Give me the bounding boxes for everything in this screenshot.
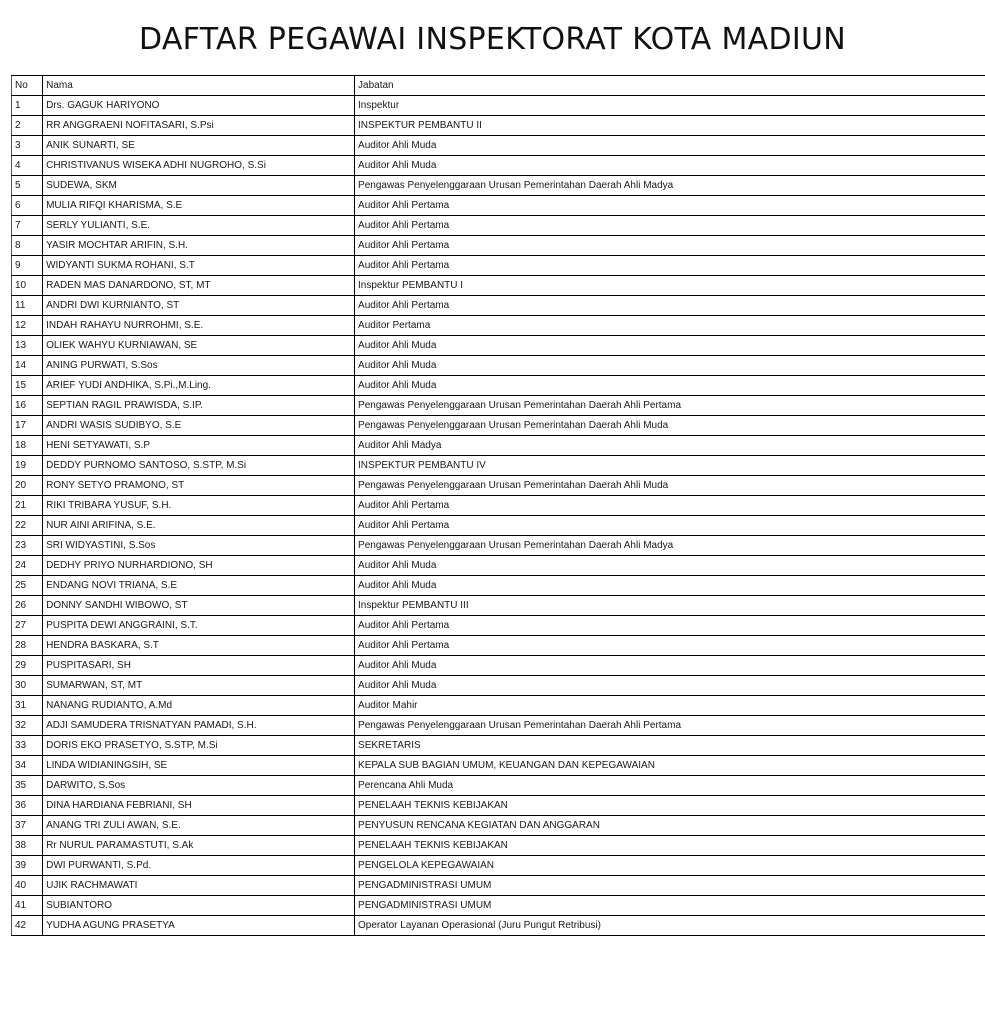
cell-nama: HENI SETYAWATI, S.P xyxy=(43,436,355,456)
cell-nama: ANDRI DWI KURNIANTO, ST xyxy=(43,296,355,316)
cell-jabatan: Auditor Ahli Muda xyxy=(355,576,985,596)
table-row xyxy=(12,916,985,936)
cell-no: 26 xyxy=(12,596,43,616)
cell-nama: SEPTIAN RAGIL PRAWISDA, S.IP. xyxy=(43,396,355,416)
table-row xyxy=(12,176,985,196)
cell-nama: ADJI SAMUDERA TRISNATYAN PAMADI, S.H. xyxy=(43,716,355,736)
cell-nama: SERLY YULIANTI, S.E. xyxy=(43,216,355,236)
cell-jabatan: Perencana Ahli Muda xyxy=(355,776,985,796)
cell-nama: SRI WIDYASTINI, S.Sos xyxy=(43,536,355,556)
cell-no: 1 xyxy=(12,96,43,116)
cell-nama: DEDHY PRIYO NURHARDIONO, SH xyxy=(43,556,355,576)
cell-no: 19 xyxy=(12,456,43,476)
cell-nama: PUSPITA DEWI ANGGRAINI, S.T. xyxy=(43,616,355,636)
page-title: DAFTAR PEGAWAI INSPEKTORAT KOTA MADIUN xyxy=(138,22,847,57)
table-row xyxy=(12,256,985,276)
cell-jabatan: Inspektur PEMBANTU I xyxy=(355,276,985,296)
table-row xyxy=(12,416,985,436)
cell-jabatan: INSPEKTUR PEMBANTU IV xyxy=(355,456,985,476)
cell-no: 22 xyxy=(12,516,43,536)
table-row xyxy=(12,296,985,316)
cell-nama: RADEN MAS DANARDONO, ST, MT xyxy=(43,276,355,296)
cell-nama: Rr NURUL PARAMASTUTI, S.Ak xyxy=(43,836,355,856)
table-row xyxy=(12,496,985,516)
cell-no: 38 xyxy=(12,836,43,856)
table-row xyxy=(12,756,985,776)
cell-jabatan: Auditor Ahli Muda xyxy=(355,156,985,176)
cell-no: 21 xyxy=(12,496,43,516)
cell-jabatan: Auditor Ahli Pertama xyxy=(355,256,985,276)
table-row xyxy=(12,836,985,856)
cell-no: 4 xyxy=(12,156,43,176)
cell-jabatan: Auditor Mahir xyxy=(355,696,985,716)
cell-no: 31 xyxy=(12,696,43,716)
table-row xyxy=(12,216,985,236)
cell-no: 6 xyxy=(12,196,43,216)
table-body xyxy=(12,96,985,936)
cell-jabatan: Pengawas Penyelenggaraan Urusan Pemerintahan Daerah Ahli Madya xyxy=(355,176,985,196)
cell-nama: WIDYANTI SUKMA ROHANI, S.T xyxy=(43,256,355,276)
table-row xyxy=(12,656,985,676)
cell-nama: SUMARWAN, ST, MT xyxy=(43,676,355,696)
cell-no: 7 xyxy=(12,216,43,236)
cell-no: 3 xyxy=(12,136,43,156)
cell-nama: CHRISTIVANUS WISEKA ADHI NUGROHO, S.Si xyxy=(43,156,355,176)
table-row xyxy=(12,876,985,896)
cell-jabatan: KEPALA SUB BAGIAN UMUM, KEUANGAN DAN KEPEGAWAIAN xyxy=(355,756,985,776)
cell-jabatan: Auditor Ahli Muda xyxy=(355,376,985,396)
cell-no: 11 xyxy=(12,296,43,316)
cell-jabatan: PENGELOLA KEPEGAWAIAN xyxy=(355,856,985,876)
table-row xyxy=(12,96,985,116)
cell-jabatan: Pengawas Penyelenggaraan Urusan Pemerintahan Daerah Ahli Muda xyxy=(355,476,985,496)
table-row xyxy=(12,196,985,216)
table-row xyxy=(12,616,985,636)
table-row xyxy=(12,236,985,256)
cell-no: 41 xyxy=(12,896,43,916)
cell-no: 9 xyxy=(12,256,43,276)
cell-nama: YASIR MOCHTAR ARIFIN, S.H. xyxy=(43,236,355,256)
cell-nama: ARIEF YUDI ANDHIKA, S.Pi.,M.Ling. xyxy=(43,376,355,396)
table-row xyxy=(12,556,985,576)
column-header-jabatan: Jabatan xyxy=(355,76,985,96)
cell-nama: LINDA WIDIANINGSIH, SE xyxy=(43,756,355,776)
cell-no: 27 xyxy=(12,616,43,636)
cell-nama: RONY SETYO PRAMONO, ST xyxy=(43,476,355,496)
cell-nama: NANANG RUDIANTO, A.Md xyxy=(43,696,355,716)
table-row xyxy=(12,456,985,476)
cell-jabatan: Pengawas Penyelenggaraan Urusan Pemerintahan Daerah Ahli Pertama xyxy=(355,716,985,736)
cell-jabatan: PENGADMINISTRASI UMUM xyxy=(355,896,985,916)
cell-jabatan: Auditor Ahli Madya xyxy=(355,436,985,456)
table-row xyxy=(12,856,985,876)
cell-nama: ANIK SUNARTI, SE xyxy=(43,136,355,156)
cell-no: 39 xyxy=(12,856,43,876)
cell-jabatan: SEKRETARIS xyxy=(355,736,985,756)
cell-jabatan: Inspektur PEMBANTU III xyxy=(355,596,985,616)
cell-nama: DORIS EKO PRASETYO, S.STP, M.Si xyxy=(43,736,355,756)
table-header-row xyxy=(12,76,985,96)
cell-no: 30 xyxy=(12,676,43,696)
cell-nama: OLIEK WAHYU KURNIAWAN, SE xyxy=(43,336,355,356)
cell-jabatan: Inspektur xyxy=(355,96,985,116)
cell-nama: SUDEWA, SKM xyxy=(43,176,355,196)
cell-no: 29 xyxy=(12,656,43,676)
cell-no: 8 xyxy=(12,236,43,256)
cell-no: 37 xyxy=(12,816,43,836)
table-row xyxy=(12,896,985,916)
cell-no: 12 xyxy=(12,316,43,336)
cell-nama: MULIA RIFQI KHARISMA, S.E xyxy=(43,196,355,216)
cell-nama: YUDHA AGUNG PRASETYA xyxy=(43,916,355,936)
cell-no: 28 xyxy=(12,636,43,656)
cell-jabatan: PENELAAH TEKNIS KEBIJAKAN xyxy=(355,836,985,856)
cell-nama: DARWITO, S.Sos xyxy=(43,776,355,796)
cell-no: 24 xyxy=(12,556,43,576)
cell-nama: ANANG TRI ZULI AWAN, S.E. xyxy=(43,816,355,836)
column-header-nama: Nama xyxy=(43,76,355,96)
cell-jabatan: Auditor Ahli Pertama xyxy=(355,236,985,256)
table-row xyxy=(12,796,985,816)
cell-jabatan: Auditor Ahli Pertama xyxy=(355,216,985,236)
cell-jabatan: Auditor Ahli Muda xyxy=(355,336,985,356)
table-row xyxy=(12,716,985,736)
cell-jabatan: PENELAAH TEKNIS KEBIJAKAN xyxy=(355,796,985,816)
cell-jabatan: Auditor Ahli Muda xyxy=(355,136,985,156)
cell-nama: DWI PURWANTI, S.Pd. xyxy=(43,856,355,876)
cell-nama: NUR AINI ARIFINA, S.E. xyxy=(43,516,355,536)
cell-jabatan: Auditor Pertama xyxy=(355,316,985,336)
cell-no: 32 xyxy=(12,716,43,736)
cell-no: 40 xyxy=(12,876,43,896)
cell-jabatan: Auditor Ahli Muda xyxy=(355,656,985,676)
cell-nama: ANING PURWATI, S.Sos xyxy=(43,356,355,376)
table-row xyxy=(12,276,985,296)
cell-jabatan: Auditor Ahli Muda xyxy=(355,356,985,376)
table-row xyxy=(12,136,985,156)
cell-nama: Drs. GAGUK HARIYONO xyxy=(43,96,355,116)
cell-nama: DEDDY PURNOMO SANTOSO, S.STP, M.Si xyxy=(43,456,355,476)
table-row xyxy=(12,516,985,536)
cell-no: 17 xyxy=(12,416,43,436)
cell-no: 10 xyxy=(12,276,43,296)
table-row xyxy=(12,376,985,396)
table-row xyxy=(12,156,985,176)
cell-jabatan: INSPEKTUR PEMBANTU II xyxy=(355,116,985,136)
table-row xyxy=(12,676,985,696)
cell-jabatan: PENYUSUN RENCANA KEGIATAN DAN ANGGARAN xyxy=(355,816,985,836)
cell-nama: DONNY SANDHI WIBOWO, ST xyxy=(43,596,355,616)
cell-jabatan: Auditor Ahli Muda xyxy=(355,676,985,696)
cell-no: 23 xyxy=(12,536,43,556)
cell-no: 36 xyxy=(12,796,43,816)
cell-jabatan: Auditor Ahli Pertama xyxy=(355,636,985,656)
cell-nama: ANDRI WASIS SUDIBYO, S.E xyxy=(43,416,355,436)
table-row xyxy=(12,116,985,136)
table-row xyxy=(12,476,985,496)
cell-no: 34 xyxy=(12,756,43,776)
cell-nama: RIKI TRIBARA YUSUF, S.H. xyxy=(43,496,355,516)
table-row xyxy=(12,536,985,556)
cell-no: 20 xyxy=(12,476,43,496)
cell-jabatan: Pengawas Penyelenggaraan Urusan Pemerintahan Daerah Ahli Pertama xyxy=(355,396,985,416)
cell-nama: SUBIANTORO xyxy=(43,896,355,916)
column-header-no: No xyxy=(12,76,43,96)
cell-no: 2 xyxy=(12,116,43,136)
cell-jabatan: Pengawas Penyelenggaraan Urusan Pemerintahan Daerah Ahli Muda xyxy=(355,416,985,436)
cell-jabatan: Auditor Ahli Muda xyxy=(355,556,985,576)
cell-jabatan: Auditor Ahli Pertama xyxy=(355,296,985,316)
cell-no: 15 xyxy=(12,376,43,396)
table-row xyxy=(12,576,985,596)
cell-no: 16 xyxy=(12,396,43,416)
table-row xyxy=(12,316,985,336)
cell-no: 33 xyxy=(12,736,43,756)
table-row xyxy=(12,596,985,616)
cell-no: 42 xyxy=(12,916,43,936)
table-row xyxy=(12,696,985,716)
table-row xyxy=(12,736,985,756)
table-row xyxy=(12,816,985,836)
cell-no: 18 xyxy=(12,436,43,456)
cell-jabatan: Operator Layanan Operasional (Juru Pungut Retribusi) xyxy=(355,916,985,936)
cell-no: 35 xyxy=(12,776,43,796)
cell-no: 13 xyxy=(12,336,43,356)
cell-nama: INDAH RAHAYU NURROHMI, S.E. xyxy=(43,316,355,336)
cell-nama: HENDRA BASKARA, S.T xyxy=(43,636,355,656)
cell-jabatan: Pengawas Penyelenggaraan Urusan Pemerintahan Daerah Ahli Madya xyxy=(355,536,985,556)
table-row xyxy=(12,396,985,416)
table-row xyxy=(12,336,985,356)
cell-nama: UJIK RACHMAWATI xyxy=(43,876,355,896)
cell-no: 25 xyxy=(12,576,43,596)
cell-jabatan: Auditor Ahli Pertama xyxy=(355,516,985,536)
table-row xyxy=(12,356,985,376)
cell-no: 14 xyxy=(12,356,43,376)
staff-table xyxy=(11,75,985,936)
cell-jabatan: Auditor Ahli Pertama xyxy=(355,616,985,636)
cell-jabatan: Auditor Ahli Pertama xyxy=(355,496,985,516)
cell-jabatan: PENGADMINISTRASI UMUM xyxy=(355,876,985,896)
cell-no: 5 xyxy=(12,176,43,196)
table-row xyxy=(12,436,985,456)
table-row xyxy=(12,636,985,656)
cell-nama: ENDANG NOVI TRIANA, S.E xyxy=(43,576,355,596)
cell-nama: PUSPITASARI, SH xyxy=(43,656,355,676)
cell-jabatan: Auditor Ahli Pertama xyxy=(355,196,985,216)
table-row xyxy=(12,776,985,796)
cell-nama: DINA HARDIANA FEBRIANI, SH xyxy=(43,796,355,816)
cell-nama: RR ANGGRAENI NOFITASARI, S.Psi xyxy=(43,116,355,136)
